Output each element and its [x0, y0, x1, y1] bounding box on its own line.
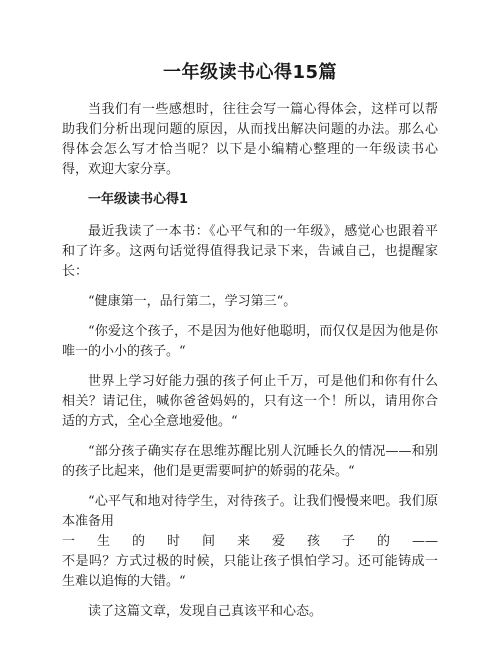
spread-char: 来 [237, 534, 251, 549]
spread-char: 时 [167, 534, 181, 549]
spread-char: 一 [62, 534, 76, 549]
spread-char: 的 [132, 534, 146, 549]
quote-calm-line1: “心平气和地对待学生，对待孩子。让我们慢慢来吧。我们原本准备用 [62, 494, 438, 529]
section-heading: 一年级读书心得1 [88, 192, 189, 207]
quote-some-children: “部分孩子确实存在思维苏醒比别人沉睡长久的情况——和别的孩子比起来，他们是更需要呵护的娇弱的花朵。“ [62, 444, 438, 479]
spread-char: 孩 [307, 534, 321, 549]
spread-char: 子 [342, 534, 356, 549]
document-page [62, 60, 438, 632]
document-title: 一年级读书心得15篇 [162, 62, 338, 83]
spread-char: 的 [377, 534, 391, 549]
quote-calm-block [62, 492, 438, 592]
spread-char: 间 [202, 534, 216, 549]
spread-char: 爱 [272, 534, 286, 549]
spread-char: —— [412, 534, 438, 549]
body-paragraph-1: 最近我读了一本书：《心平气和的一年级》，感觉心也跟着平和了许多。这两句话觉得值得我记录下来，告诫自己，也提醒家长： [62, 224, 438, 279]
body-paragraph-world: 世界上学习好能力强的孩子何止千万，可是他们和你有什么相关？请记住，喊你爸爸妈妈的，只有这一个！所以，请用你合适的方式，全心全意地爱他。“ [62, 374, 438, 429]
quote-calm-spread-line [62, 532, 438, 552]
quote-health-first: “健康第一，品行第二，学习第三“。 [88, 294, 297, 309]
quote-calm-line3: 不是吗？方式过极的时候，只能让孩子惧怕学习。还可能铸成一生难以追悔的大错。“ [62, 554, 438, 589]
quote-love-child: “你爱这个孩子，不是因为他好他聪明，而仅仅是因为他是你唯一的小小的孩子。“ [62, 324, 438, 359]
body-paragraph-last: 读了这篇文章，发现自己真该平和心态。 [88, 604, 323, 619]
spread-char: 生 [97, 534, 111, 549]
intro-paragraph: 当我们有一些感想时，往往会写一篇心得体会，这样可以帮助我们分析出现问题的原因，从而找出解决问题的办法。那么心得体会怎么写才恰当呢？以下是小编精心整理的一年级读书心得，欢迎大家分享。 [62, 102, 438, 177]
